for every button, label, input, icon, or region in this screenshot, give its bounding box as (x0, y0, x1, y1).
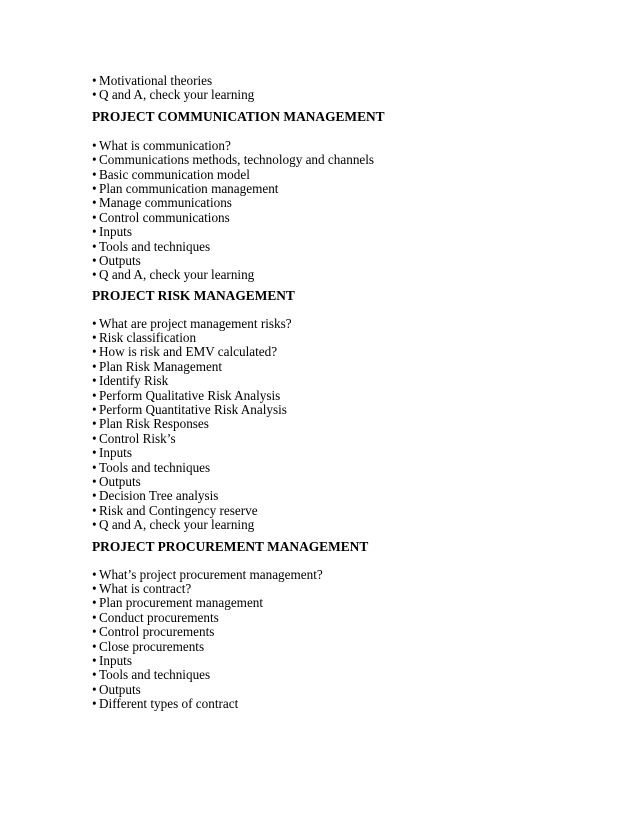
list-item-text: Different types of contract (99, 696, 239, 712)
list-item (92, 225, 612, 239)
list-item (92, 596, 612, 610)
list-item (92, 196, 612, 210)
list-item (92, 317, 612, 331)
bullet-icon: • (92, 566, 97, 582)
list-item-text: Plan Risk Responses (99, 416, 209, 432)
list-item (92, 668, 612, 682)
bullet-icon: • (92, 459, 97, 475)
list-item-text: Inputs (99, 445, 132, 461)
list-item-text: Plan procurement management (99, 595, 264, 611)
list-item-text: How is risk and EMV calculated? (99, 344, 278, 360)
bullet-icon: • (92, 330, 97, 346)
list-item-text: Tools and techniques (99, 459, 211, 475)
bullet-icon: • (92, 87, 97, 103)
list-item-text: Inputs (99, 224, 132, 240)
list-item-text: Q and A, check your learning (99, 517, 255, 533)
bullet-icon: • (92, 696, 97, 712)
list-item-text: Risk and Contingency reserve (99, 502, 258, 518)
list-item (92, 417, 612, 431)
list-item-text: Inputs (99, 652, 132, 668)
list-item-text: What is communication? (99, 137, 231, 153)
bullet-icon: • (92, 445, 97, 461)
bullet-icon: • (92, 667, 97, 683)
list-item (92, 625, 612, 639)
bullet-icon: • (92, 152, 97, 168)
bullet-icon: • (92, 358, 97, 374)
bullet-icon: • (92, 502, 97, 518)
bullet-icon: • (92, 402, 97, 418)
list-item (92, 611, 612, 625)
list-item-text: Outputs (99, 681, 141, 697)
list-item (92, 504, 612, 518)
document-page (92, 74, 612, 711)
bullet-icon: • (92, 595, 97, 611)
bullet-icon: • (92, 681, 97, 697)
list-item (92, 461, 612, 475)
bullet-icon: • (92, 517, 97, 533)
list-item-text: What is contract? (99, 580, 192, 596)
list-item-text: Q and A, check your learning (99, 267, 255, 283)
bullet-icon: • (92, 209, 97, 225)
list-item (92, 489, 612, 503)
list-item (92, 697, 612, 711)
bullet-icon: • (92, 344, 97, 360)
list-item (92, 345, 612, 359)
bullet-icon: • (92, 267, 97, 283)
list-item (92, 153, 612, 167)
bullet-icon: • (92, 224, 97, 240)
list-item-text: Tools and techniques (99, 667, 211, 683)
list-item-text: Control procurements (99, 624, 215, 640)
list-item (92, 446, 612, 460)
bullet-icon: • (92, 387, 97, 403)
list-item (92, 74, 612, 88)
list-item (92, 268, 612, 282)
bullet-icon: • (92, 430, 97, 446)
list-item (92, 182, 612, 196)
section-heading-communication: PROJECT COMMUNICATION MANAGEMENT (92, 108, 385, 124)
list-item (92, 654, 612, 668)
list-item-text: Perform Qualitative Risk Analysis (99, 387, 281, 403)
list-item-text: What are project management risks? (99, 315, 292, 331)
procurement-topic-list (92, 568, 612, 712)
bullet-icon: • (92, 180, 97, 196)
list-item-text: Outputs (99, 252, 141, 268)
list-item (92, 568, 612, 582)
list-item-text: Plan communication management (99, 180, 279, 196)
list-item-text: Tools and techniques (99, 238, 211, 254)
list-item-text: What’s project procurement management? (99, 566, 323, 582)
intro-list (92, 74, 612, 103)
list-item-text: Risk classification (99, 330, 197, 346)
risk-topic-list (92, 317, 612, 533)
bullet-icon: • (92, 137, 97, 153)
list-item (92, 240, 612, 254)
list-item-text: Outputs (99, 473, 141, 489)
bullet-icon: • (92, 315, 97, 331)
list-item (92, 168, 612, 182)
list-item-text: Q and A, check your learning (99, 87, 255, 103)
bullet-icon: • (92, 416, 97, 432)
communication-topic-list (92, 139, 612, 283)
list-item (92, 475, 612, 489)
list-item (92, 403, 612, 417)
bullet-icon: • (92, 580, 97, 596)
list-item (92, 254, 612, 268)
list-item (92, 211, 612, 225)
list-item-text: Perform Quantitative Risk Analysis (99, 402, 287, 418)
list-item-text: Control Risk’s (99, 430, 176, 446)
list-item (92, 518, 612, 532)
bullet-icon: • (92, 166, 97, 182)
list-item-text: Plan Risk Management (99, 358, 223, 374)
bullet-icon: • (92, 238, 97, 254)
list-item (92, 683, 612, 697)
bullet-icon: • (92, 252, 97, 268)
bullet-icon: • (92, 473, 97, 489)
list-item-text: Manage communications (99, 195, 232, 211)
list-item (92, 331, 612, 345)
list-item-text: Basic communication model (99, 166, 250, 182)
bullet-icon: • (92, 195, 97, 211)
bullet-icon: • (92, 652, 97, 668)
list-item (92, 389, 612, 403)
list-item (92, 360, 612, 374)
list-item (92, 374, 612, 388)
section-heading-risk: PROJECT RISK MANAGEMENT (92, 287, 295, 303)
list-item-text: Communications methods, technology and channels (99, 152, 375, 168)
bullet-icon: • (92, 638, 97, 654)
list-item (92, 88, 612, 102)
list-item-text: Control communications (99, 209, 230, 225)
list-item-text: Close procurements (99, 638, 205, 654)
list-item (92, 582, 612, 596)
list-item (92, 640, 612, 654)
bullet-icon: • (92, 373, 97, 389)
bullet-icon: • (92, 624, 97, 640)
bullet-icon: • (92, 609, 97, 625)
list-item-text: Decision Tree analysis (99, 488, 219, 504)
list-item (92, 432, 612, 446)
list-item-text: Conduct procurements (99, 609, 219, 625)
section-heading-procurement: PROJECT PROCUREMENT MANAGEMENT (92, 538, 369, 554)
list-item (92, 139, 612, 153)
list-item-text: Motivational theories (99, 73, 213, 88)
bullet-icon: • (92, 488, 97, 504)
bullet-icon: • (92, 73, 97, 88)
list-item-text: Identify Risk (99, 373, 169, 389)
